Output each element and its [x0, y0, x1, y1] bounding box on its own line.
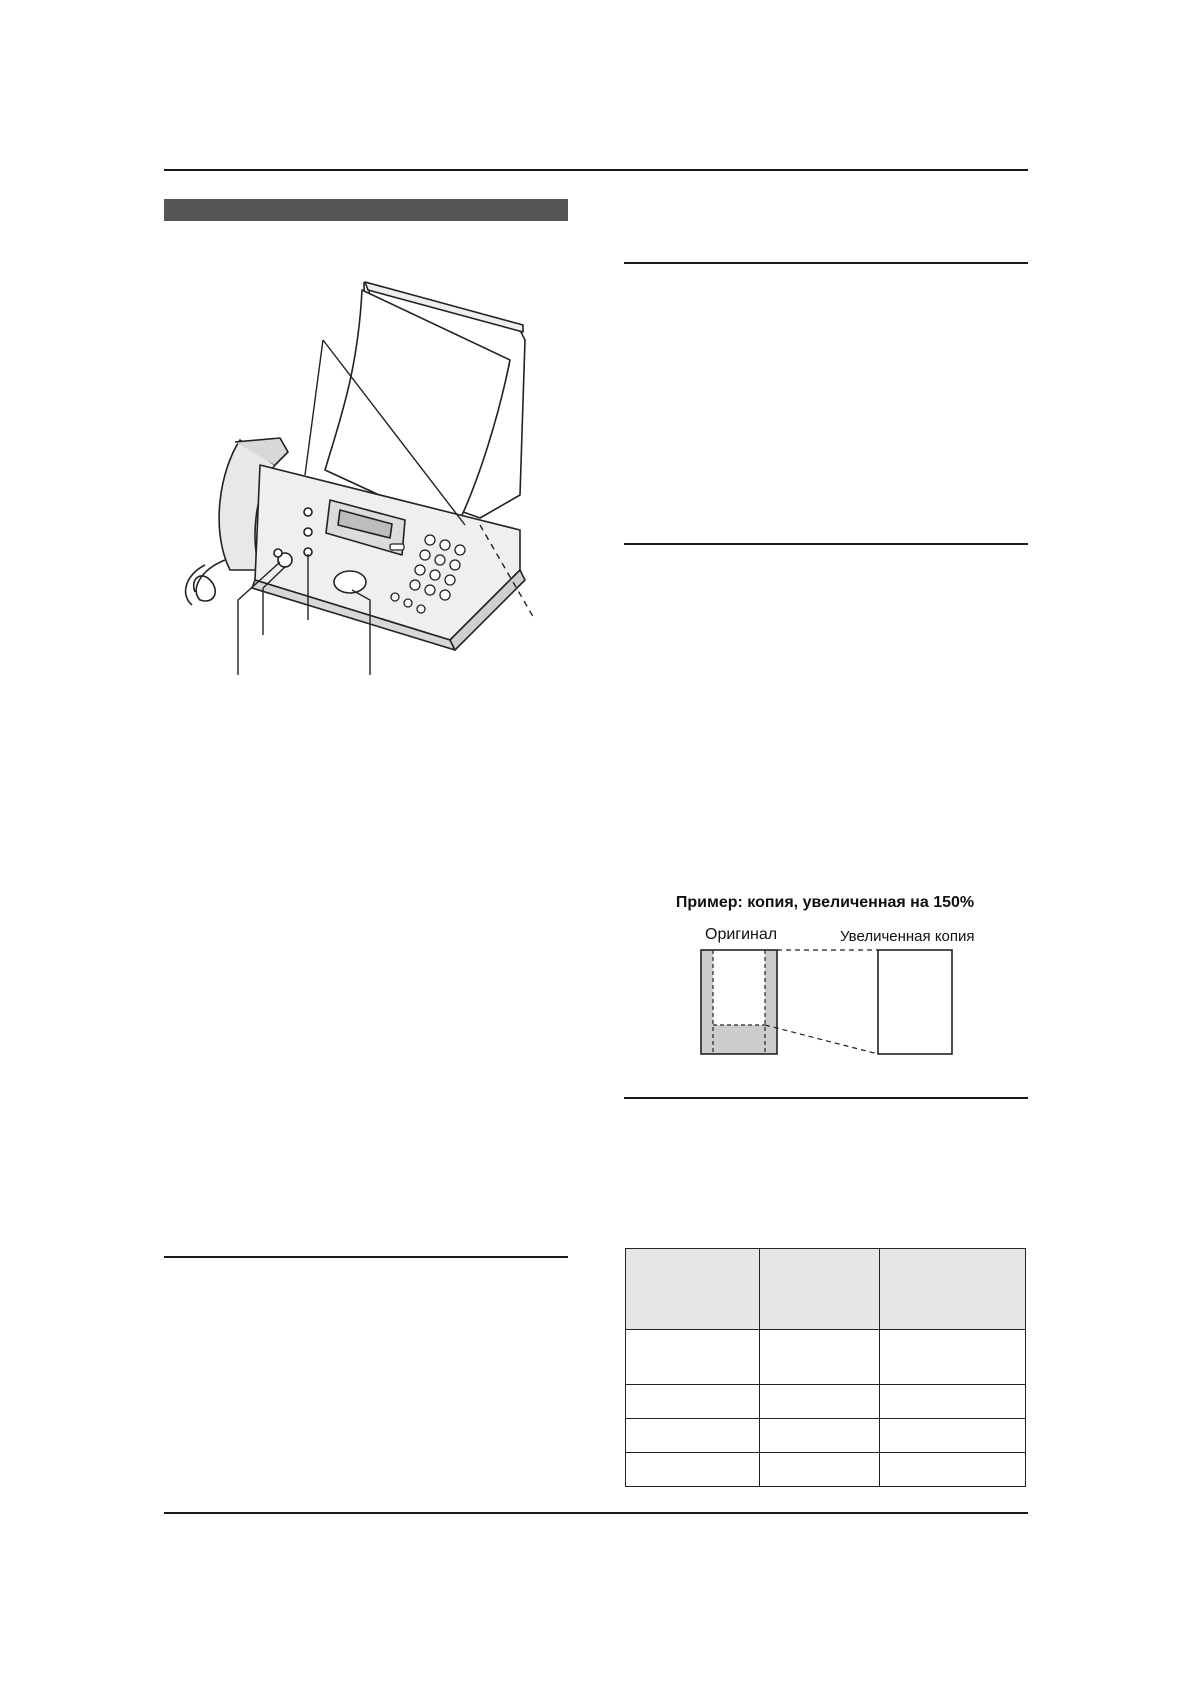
table-row [626, 1330, 1026, 1385]
enlarged-copy-label: Увеличенная копия [840, 928, 975, 945]
table-row [626, 1385, 1026, 1419]
right-divider-1 [624, 262, 1028, 264]
right-divider-2 [624, 543, 1028, 545]
section-heading-bar [164, 199, 568, 221]
original-shade-left [701, 950, 713, 1054]
original-label: Оригинал [705, 926, 778, 943]
footer-rule [164, 1512, 1028, 1514]
enlarged-page [878, 950, 952, 1054]
table-header-row [626, 1249, 1026, 1330]
header-rule [164, 169, 1028, 171]
left-divider [164, 1256, 568, 1258]
table-row [626, 1419, 1026, 1453]
original-shade-bottom [713, 1025, 765, 1054]
example-title: Пример: копия, увеличенная на 150% [675, 894, 975, 911]
enlargement-diagram [700, 948, 960, 1058]
right-divider-3 [624, 1097, 1028, 1099]
original-shade-right [765, 950, 777, 1054]
fax-machine-icon [180, 270, 540, 690]
settings-table [625, 1248, 1026, 1487]
table-row [626, 1453, 1026, 1487]
